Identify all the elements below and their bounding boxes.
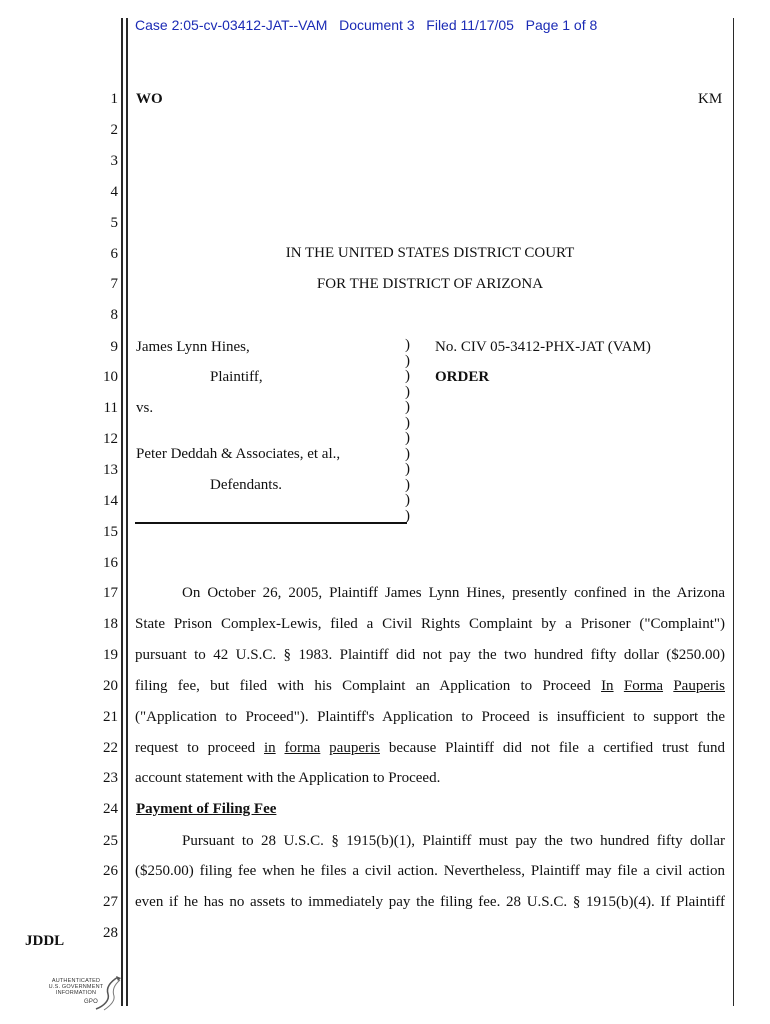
line-number: 8 — [110, 307, 118, 323]
document-number: Document 3 — [339, 17, 415, 33]
left-margin-rule-inner — [126, 18, 128, 1006]
body-line: even if he has no assets to immediately pay the filing fee. 28 U.S.C. § 1915(b)(4). If Plaintiff — [135, 894, 725, 910]
caption-paren: ) — [405, 383, 410, 400]
line-number: 7 — [110, 276, 118, 292]
right-margin-rule — [733, 18, 734, 1006]
filing-header — [135, 17, 597, 33]
line-number: 9 — [110, 339, 118, 355]
defendant-role: Defendants. — [210, 477, 283, 493]
line-number: 27 — [103, 894, 118, 910]
left-margin-rule-outer — [121, 18, 123, 1006]
caption-paren: ) — [405, 461, 410, 477]
line-number: 21 — [103, 709, 118, 725]
caption-rule — [135, 522, 407, 524]
line-number: 2 — [110, 122, 118, 138]
eagle-icon — [92, 974, 124, 1012]
caption-paren: ) — [405, 337, 410, 353]
caption-paren: ) — [405, 476, 410, 493]
caption-paren: ) — [405, 414, 410, 431]
caption-paren: ) — [405, 507, 410, 524]
line-number: 20 — [103, 678, 118, 694]
gpo-authentication-logo: AUTHENTICATED U.S. GOVERNMENT INFORMATION GPO — [44, 974, 124, 1014]
body-line: pursuant to 42 U.S.C. § 1983. Plaintiff did not pay the two hundred fifty dollar ($250.00) — [135, 647, 725, 663]
body-line: account statement with the Application to Proceed. — [135, 770, 441, 786]
line-number: 5 — [110, 215, 118, 231]
body-line: On October 26, 2005, Plaintiff James Lynn Hines, presently confined in the Arizona — [182, 585, 725, 601]
case-number: Case 2:05-cv-03412-JAT--VAM — [135, 17, 328, 33]
body-line: ($250.00) filing fee when he files a civil action. Nevertheless, Plaintiff may file a civil action — [135, 863, 725, 879]
line-number: 13 — [103, 462, 118, 478]
defendant-name: Peter Deddah & Associates, et al., — [136, 446, 341, 462]
body-line: request to proceed in forma pauperis because Plaintiff did not file a certified trust fund — [135, 740, 726, 756]
body-line: ("Application to Proceed"). Plaintiff's Application to Proceed is insufficient to support the — [135, 709, 725, 725]
versus: vs. — [136, 400, 154, 416]
body-line: State Prison Complex-Lewis, filed a Civil Rights Complaint by a Prisoner ("Complaint") — [135, 616, 725, 632]
line-number: 23 — [103, 770, 118, 786]
line-number: 1 — [110, 91, 118, 107]
line-number: 28 — [103, 925, 118, 941]
document-type: ORDER — [435, 369, 490, 385]
court-district: FOR THE DISTRICT OF ARIZONA — [316, 276, 544, 292]
filed-date: Filed 11/17/05 — [426, 17, 514, 33]
court-name: IN THE UNITED STATES DISTRICT COURT — [285, 245, 575, 261]
caption-paren: ) — [405, 430, 410, 446]
caption-paren: ) — [405, 492, 410, 508]
page-indicator: Page 1 of 8 — [525, 17, 598, 33]
line-number: 17 — [103, 585, 118, 601]
case-docket-number: No. CIV 05-3412-PHX-JAT (VAM) — [435, 339, 651, 355]
corner-mark-left: WO — [136, 91, 163, 107]
corner-mark-right: KM — [698, 91, 723, 107]
line-number: 6 — [110, 246, 118, 262]
line-number: 26 — [103, 863, 118, 879]
plaintiff-name: James Lynn Hines, — [136, 339, 250, 355]
caption-paren: ) — [405, 352, 410, 369]
line-number: 22 — [103, 740, 118, 756]
line-number: 19 — [103, 647, 118, 663]
preparer-initials: JDDL — [25, 933, 65, 949]
line-number: 18 — [103, 616, 118, 632]
caption-paren: ) — [405, 399, 410, 415]
line-number: 12 — [103, 431, 118, 447]
line-number: 10 — [103, 369, 118, 385]
line-number: 3 — [110, 153, 118, 169]
line-number: 24 — [103, 801, 118, 817]
line-number: 14 — [103, 493, 118, 509]
section-heading: Payment of Filing Fee — [136, 801, 277, 817]
body-line: Pursuant to 28 U.S.C. § 1915(b)(1), Plaintiff must pay the two hundred fifty dollar — [182, 833, 725, 849]
plaintiff-role: Plaintiff, — [210, 369, 263, 385]
line-number: 25 — [103, 833, 118, 849]
line-number: 11 — [103, 400, 118, 416]
line-number: 16 — [103, 555, 118, 571]
line-number: 15 — [103, 524, 118, 540]
body-line: filing fee, but filed with his Complaint an Application to Proceed In Forma Pauperis — [135, 678, 725, 694]
line-number: 4 — [110, 184, 118, 200]
caption-paren: ) — [405, 368, 410, 384]
caption-paren: ) — [405, 445, 410, 462]
